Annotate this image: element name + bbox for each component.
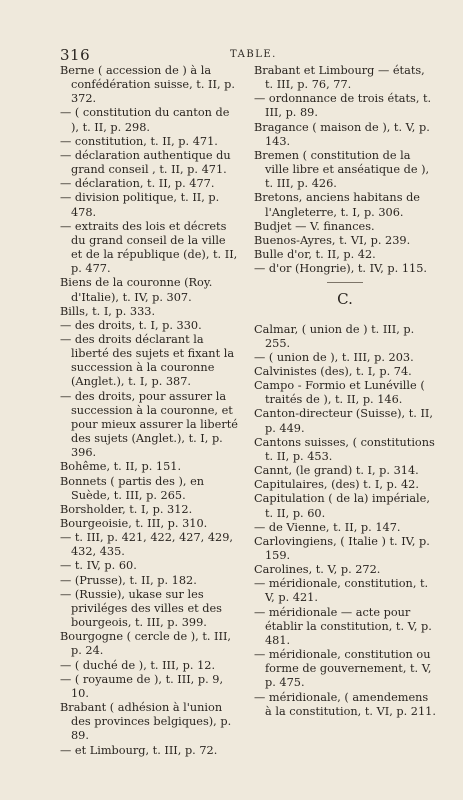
- section-letter: C.: [337, 290, 353, 309]
- index-entry: — ( union de ), t. III, p. 203.: [254, 350, 414, 364]
- index-entry: — constitution, t. II, p. 471.: [60, 134, 218, 148]
- index-entry: Capitulaires, (des) t. I, p. 42.: [254, 478, 419, 492]
- index-entry: Carolines, t. V, p. 272.: [254, 563, 381, 577]
- index-entry: Biens de la couronne (Roy. d'Italie), t. IV, p. 307.: [60, 276, 213, 304]
- index-entry: — t. IV, p. 60.: [60, 559, 137, 573]
- index-entry: Bourgeoisie, t. III, p. 310.: [60, 517, 208, 530]
- index-entry: Calmar, ( union de ) t. III, p. 255.: [254, 322, 415, 350]
- index-entry: — division politique, t. II, p. 478.: [60, 191, 220, 219]
- index-entry: — ( royaume de ), t. III, p. 9, 10.: [60, 672, 224, 700]
- index-entry: Brabant ( adhésion à l'union des provinces belgiques), p. 89.: [60, 701, 232, 743]
- index-entry: Bohême, t. II, p. 151.: [60, 460, 182, 474]
- index-entry: Brabant et Limbourg — états, t. III, p. 76, 77.: [254, 64, 425, 92]
- index-entry: — t. III, p. 421, 422, 427, 429, 432, 435.: [60, 531, 233, 559]
- index-entry: — (Russie), ukase sur les priviléges des villes et des bourgeois, t. III, p. 399.: [60, 587, 222, 630]
- running-title: TABLE.: [230, 49, 277, 60]
- index-entry: — ( duché de ), t. III, p. 12.: [60, 658, 216, 672]
- index-entry: — des droits déclarant la liberté des sujets et fixant la succession à la couronne (Anglet.), t. I, p. 387.: [60, 332, 235, 389]
- index-entry: Calvinistes (des), t. I, p. 74.: [254, 364, 412, 378]
- index-entry: — ( constitution du canton de ), t. II, p. 298.: [60, 106, 230, 134]
- index-group-c: [254, 323, 436, 719]
- page-header: [60, 46, 420, 66]
- index-column-right: [254, 64, 436, 719]
- index-entry: Bills, t. I, p. 333.: [60, 304, 156, 318]
- index-entry: — (Prusse), t. II, p. 182.: [60, 573, 197, 587]
- index-entry: Bremen ( constitution de la ville libre et anséatique de ), t. III, p. 426.: [254, 148, 430, 191]
- index-entry: — extraits des lois et décrets du grand conseil de la ville et de la république (de), t. II, p. 477.: [60, 219, 238, 276]
- index-entry: — de Vienne, t. II, p. 147.: [254, 520, 401, 534]
- index-entry: Buenos-Ayres, t. VI, p. 239.: [254, 233, 411, 247]
- section-divider: [327, 282, 363, 283]
- index-group-b: [254, 64, 436, 276]
- index-entry: Carlovingiens, ( Italie ) t. IV, p. 159.: [254, 534, 430, 562]
- index-entry: — d'or (Hongrie), t. IV, p. 115.: [254, 262, 427, 276]
- index-entry: Budjet — V. finances.: [254, 219, 375, 233]
- index-entry: — des droits, pour assurer la succession à la couronne, et pour mieux assurer la liberté des sujets (Anglet.), t. I, p. 396.: [60, 389, 238, 460]
- index-entry: — méridionale, constitution, t. V, p. 421.: [254, 577, 429, 605]
- index-entry: — et Limbourg, t. III, p. 72.: [60, 743, 218, 757]
- index-entry: — méridionale, ( amendemens à la constitution, t. VI, p. 211.: [254, 690, 436, 718]
- index-entry: Borsholder, t. I, p. 312.: [60, 502, 193, 516]
- index-entry: Canton-directeur (Suisse), t. II, p. 449.: [254, 407, 433, 435]
- index-entry: Bragance ( maison de ), t. V, p. 143.: [254, 120, 430, 148]
- index-entry: Bonnets ( partis des ), en Suède, t. III, p. 265.: [60, 474, 205, 502]
- index-entry: Cantons suisses, ( constitutions t. II, p. 453.: [254, 435, 435, 463]
- index-entry: Cannt, (le grand) t. I, p. 314.: [254, 464, 419, 478]
- index-entry: Campo - Formio et Lunéville ( traités de ), t. II, p. 146.: [254, 379, 425, 407]
- index-entry: Capitulation ( de la) impériale, t. II, p. 60.: [254, 492, 430, 520]
- index-entry: — méridionale, constitution ou forme de gouvernement, t. V, p. 475.: [254, 648, 432, 690]
- page-number: 316: [60, 46, 91, 64]
- index-entry: Bourgogne ( cercle de ), t. III, p. 24.: [60, 630, 232, 658]
- index-entry: — déclaration authentique du grand conseil , t. II, p. 471.: [60, 148, 231, 177]
- index-entry: — déclaration, t. II, p. 477.: [60, 177, 215, 191]
- index-column-left: [60, 64, 240, 758]
- index-entry: — des droits, t. I, p. 330.: [60, 318, 202, 332]
- index-entry: — ordonnance de trois états, t. III, p. 89.: [254, 92, 432, 120]
- index-entry: — méridionale — acte pour établir la constitution, t. V, p. 481.: [254, 605, 432, 647]
- index-entry: Bulle d'or, t. II, p. 42.: [254, 248, 376, 262]
- index-entry: Bretons, anciens habitans de l'Angleterre, t. I, p. 306.: [254, 191, 420, 219]
- index-entry: Berne ( accession de ) à la confédération suisse, t. II, p. 372.: [60, 64, 235, 106]
